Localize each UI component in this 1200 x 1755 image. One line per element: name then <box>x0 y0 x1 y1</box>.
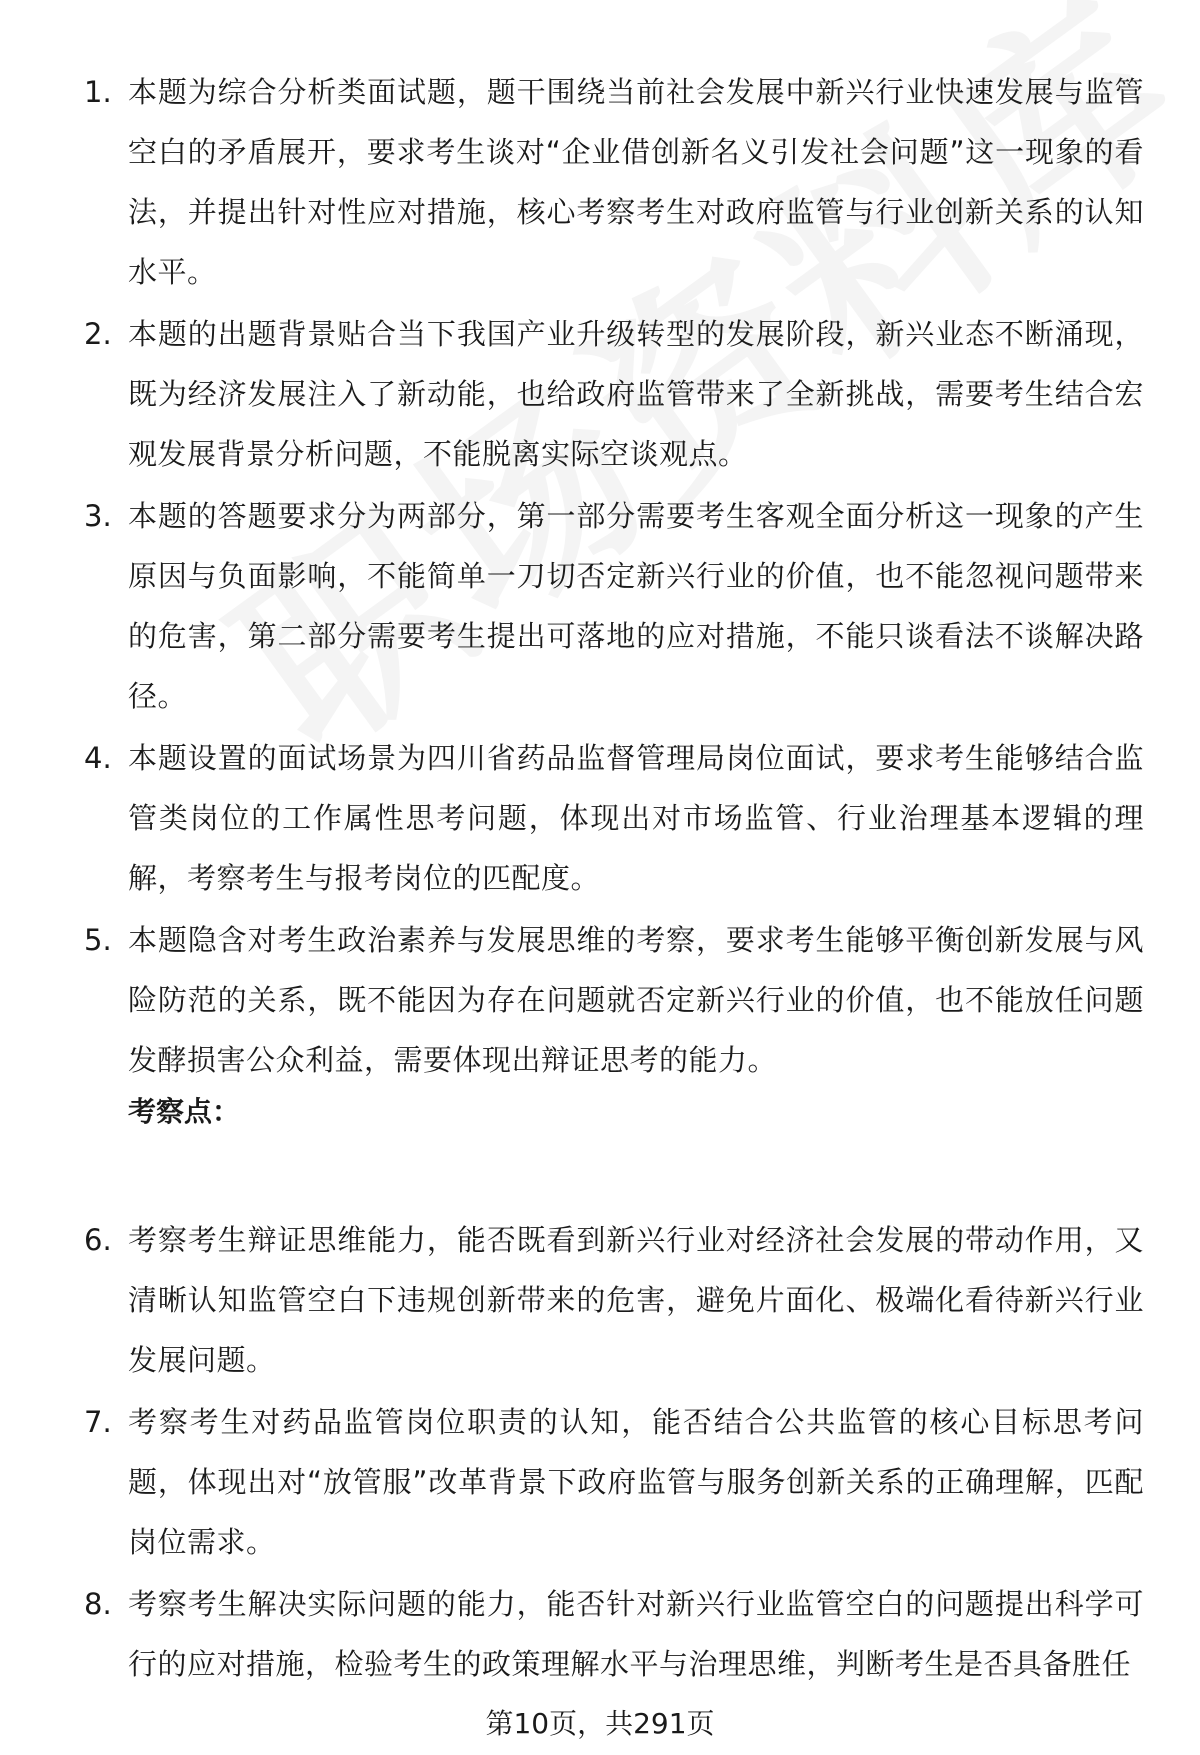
list-item <box>84 1392 1144 1572</box>
list-item-number: 2. <box>84 317 112 351</box>
list-item-text: 本题设置的面试场景为四川省药品监督管理局岗位面试，要求考生能够结合监管类岗位的工作属性思考问题，体现出对市场监管、行业治理基本逻辑的理解，考察考生与报考岗位的匹配度。 <box>128 741 1144 895</box>
page-footer: 第10页，共291页 <box>485 1707 715 1740</box>
list-item-text: 本题的答题要求分为两部分，第一部分需要考生客观全面分析这一现象的产生原因与负面影响，不能简单一刀切否定新兴行业的价值，也不能忽视问题带来的危害，第二部分需要考生提出可落地的应对措施，不能只谈看法不谈解决路径。 <box>128 499 1144 713</box>
section-title: 考察点： <box>128 1095 241 1128</box>
list-item-number: 8. <box>84 1587 112 1621</box>
list-item-text: 考察考生辩证思维能力，能否既看到新兴行业对经济社会发展的带动作用，又清晰认知监管空白下违规创新带来的危害，避免片面化、极端化看待新兴行业发展问题。 <box>128 1223 1144 1377</box>
list-item-number: 6. <box>84 1223 112 1257</box>
list-item <box>84 304 1144 484</box>
list-item-text: 考察考生解决实际问题的能力，能否针对新兴行业监管空白的问题提出科学可行的应对措施，检验考生的政策理解水平与治理思维，判断考生是否具备胜任 <box>128 1587 1144 1681</box>
list-item-number: 7. <box>84 1405 112 1439</box>
list-item <box>84 1574 1144 1694</box>
list-item <box>84 486 1144 726</box>
list-item <box>84 1210 1144 1390</box>
analysis-list <box>84 62 1144 1092</box>
list-item-text: 考察考生对药品监管岗位职责的认知，能否结合公共监管的核心目标思考问题，体现出对“放管服”改革背景下政府监管与服务创新关系的正确理解，匹配岗位需求。 <box>128 1405 1144 1559</box>
list-item-number: 4. <box>84 741 112 775</box>
list-item-number: 1. <box>84 75 112 109</box>
list-item <box>84 62 1144 302</box>
list-item-text: 本题的出题背景贴合当下我国产业升级转型的发展阶段，新兴业态不断涌现，既为经济发展注入了新动能，也给政府监管带来了全新挑战，需要考生结合宏观发展背景分析问题，不能脱离实际空谈观点。 <box>128 317 1144 471</box>
examination-points-list <box>84 1210 1144 1696</box>
list-item <box>84 910 1144 1090</box>
list-item-number: 3. <box>84 499 112 533</box>
list-item-text: 本题隐含对考生政治素养与发展思维的考察，要求考生能够平衡创新发展与风险防范的关系，既不能因为存在问题就否定新兴行业的价值，也不能放任问题发酵损害公众利益，需要体现出辩证思考的能力。 <box>128 923 1144 1077</box>
list-item-text: 本题为综合分析类面试题，题干围绕当前社会发展中新兴行业快速发展与监管空白的矛盾展开，要求考生谈对“企业借创新名义引发社会问题”这一现象的看法，并提出针对性应对措施，核心考察考生对政府监管与行业创新关系的认知水平。 <box>128 75 1144 289</box>
list-item <box>84 728 1144 908</box>
list-item-number: 5. <box>84 923 112 957</box>
